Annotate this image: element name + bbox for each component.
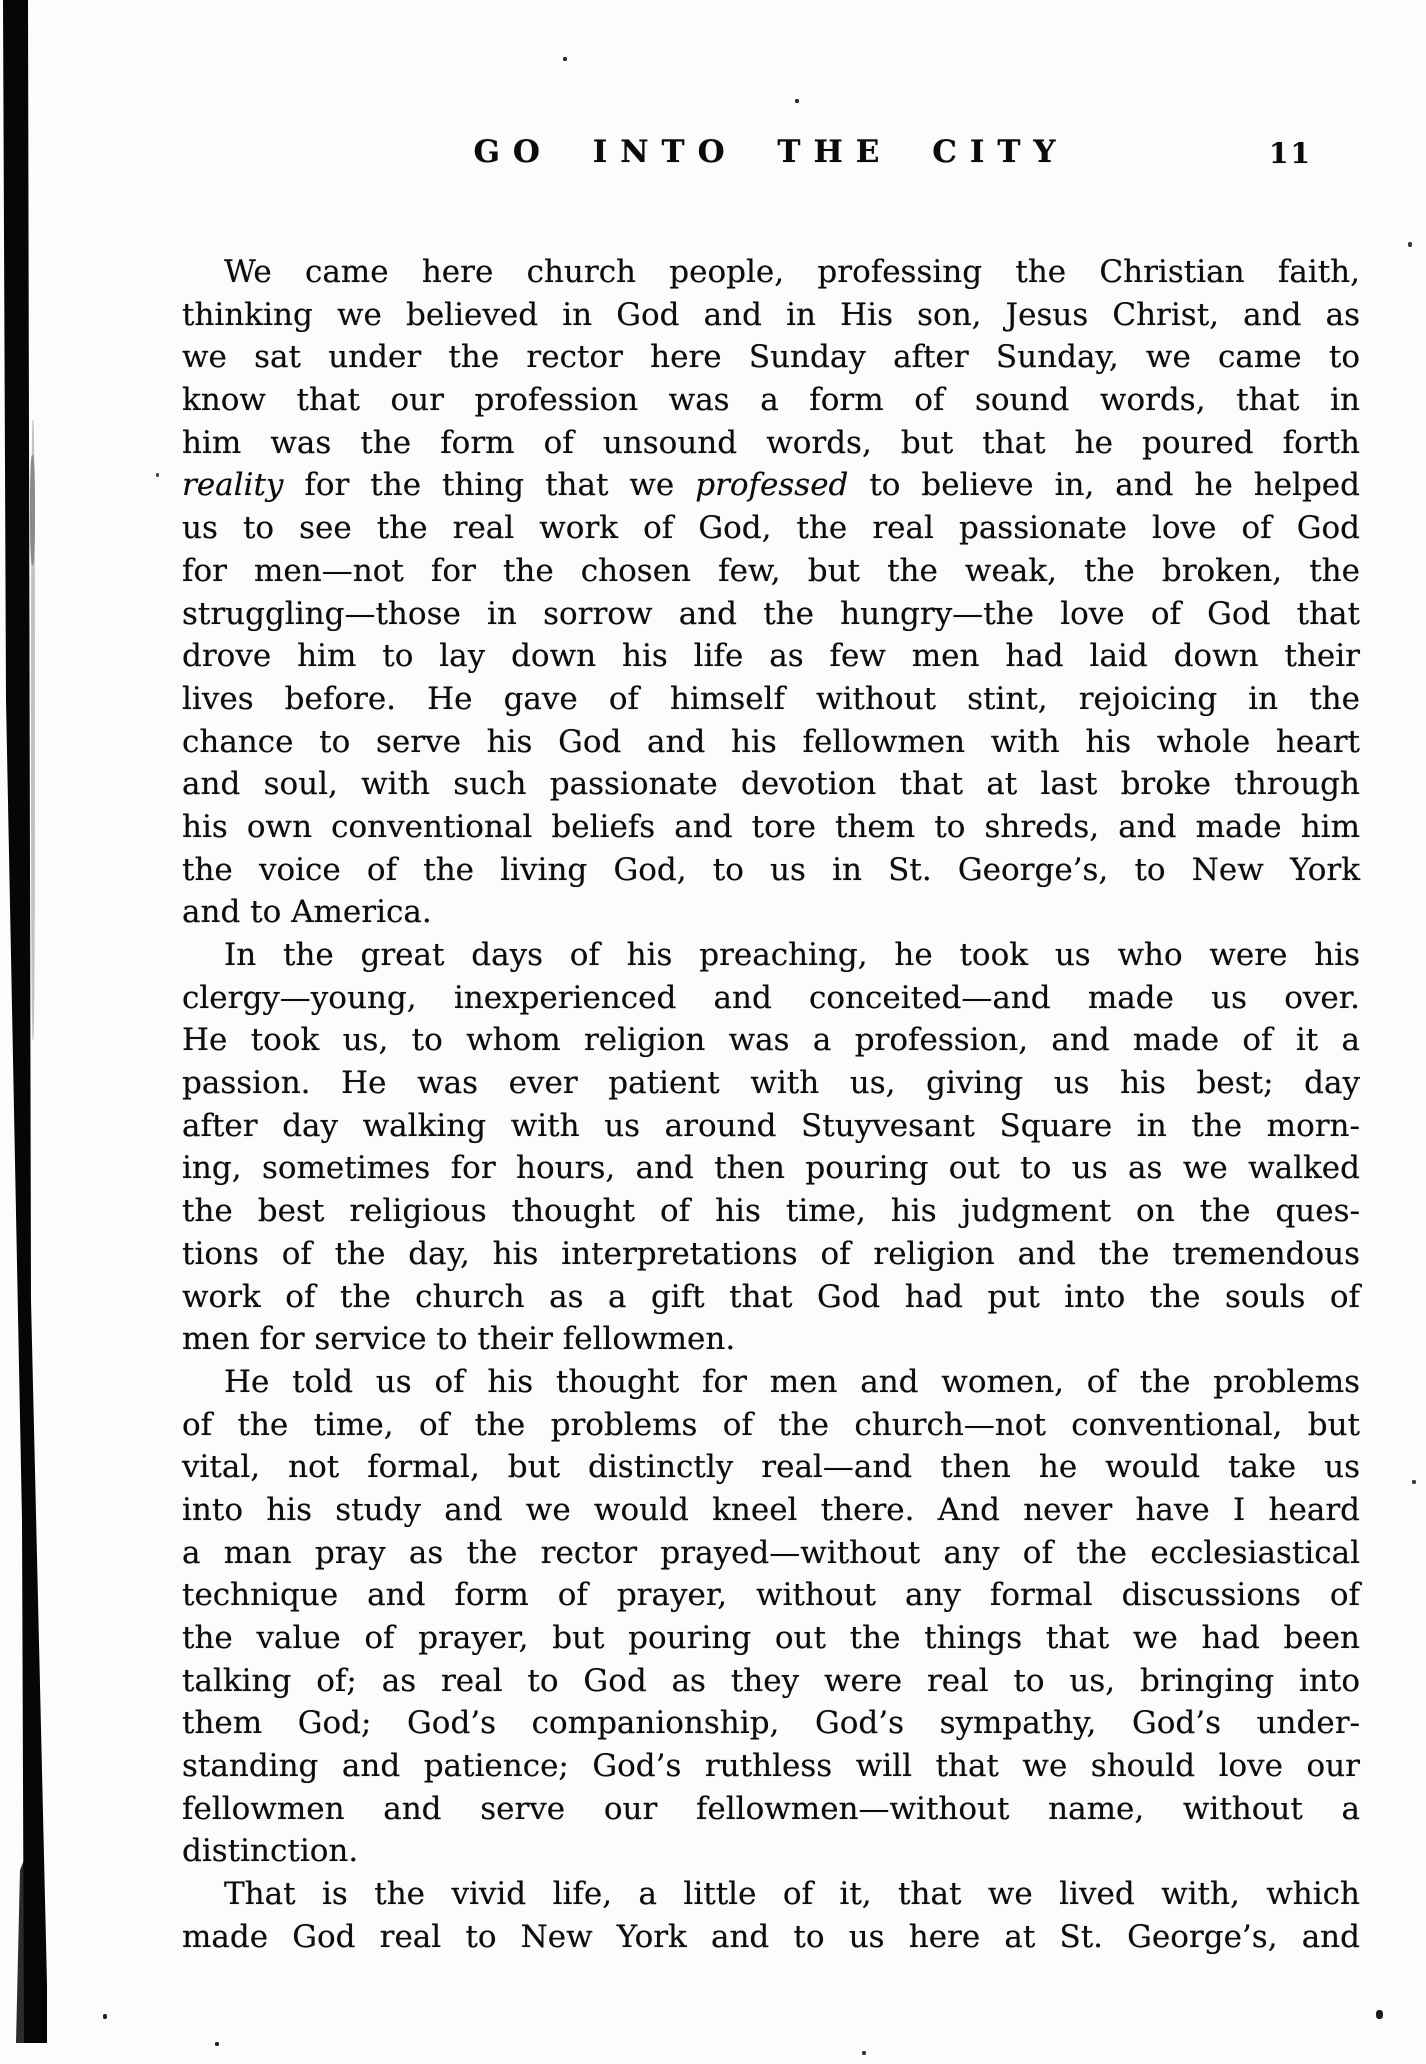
text-line	[182, 1105, 1360, 1148]
text-run: passion. He was ever patient with us, giving us his best; day	[182, 1065, 1360, 1102]
gutter-bar-shape	[0, 0, 60, 2060]
scan-speck	[862, 2051, 866, 2055]
text-line	[182, 678, 1360, 721]
paragraph	[182, 934, 1360, 1361]
text-run: talking of; as real to God as they were real to us, bringing into	[182, 1662, 1360, 1699]
text-run: we sat under the rector here Sunday after Sunday, we came to	[182, 339, 1360, 376]
text-line	[182, 1532, 1360, 1575]
text-line	[182, 1190, 1360, 1233]
text-run: men for service to their fellowmen.	[182, 1321, 736, 1358]
text-line	[182, 1062, 1360, 1105]
text-run: struggling—those in sorrow and the hungry—the love of God that	[182, 595, 1360, 632]
running-title: GO INTO THE CITY	[473, 134, 1069, 170]
scan-speck	[156, 473, 159, 477]
text-run: drove him to lay down his life as few men had laid down their	[182, 638, 1360, 675]
text-run: the best religious thought of his time, his judgment on the ques-	[182, 1193, 1360, 1230]
text-run: of the time, of the problems of the church—not conventional, but	[182, 1406, 1360, 1443]
text-run: a man pray as the rector prayed—without any of the ecclesiastical	[182, 1534, 1360, 1571]
text-line	[182, 464, 1360, 507]
text-line	[182, 593, 1360, 636]
text-run: ing, sometimes for hours, and then pouring out to us as we walked	[182, 1150, 1360, 1187]
text-run: We came here church people, professing the Christian faith,	[224, 254, 1360, 290]
text-run: after day walking with us around Stuyvesant Square in the morn-	[182, 1107, 1360, 1144]
text-line	[182, 1873, 1360, 1916]
text-run: and to America.	[182, 894, 432, 931]
italic-text-run: reality	[182, 467, 284, 504]
text-line	[182, 1702, 1360, 1745]
text-run: into his study and we would kneel there. And never have I heard	[182, 1491, 1360, 1528]
paragraph	[182, 1873, 1360, 1958]
text-line	[182, 1318, 1360, 1361]
scan-speck	[215, 2042, 219, 2046]
text-run: vital, not formal, but distinctly real—and then he would take us	[182, 1449, 1360, 1486]
text-line	[182, 1233, 1360, 1276]
text-line	[182, 849, 1360, 892]
text-run: him was the form of unsound words, but that he poured forth	[182, 424, 1360, 461]
text-run: chance to serve his God and his fellowmen with his whole heart	[182, 723, 1360, 760]
text-line	[182, 379, 1360, 422]
text-run: thinking we believed in God and in His son, Jesus Christ, and as	[182, 296, 1360, 333]
scan-speck	[1412, 1480, 1416, 1484]
text-line	[182, 336, 1360, 379]
text-line	[182, 1830, 1360, 1873]
text-line	[182, 1574, 1360, 1617]
text-run: made God real to New York and to us here at St. George’s, and	[182, 1918, 1360, 1955]
text-run: He told us of his thought for men and women, of the problems	[224, 1363, 1360, 1400]
text-line	[182, 1745, 1360, 1788]
text-run: the voice of the living God, to us in St. George’s, to New York	[182, 851, 1360, 888]
page-header	[182, 134, 1360, 180]
scan-gutter-bar	[0, 0, 60, 2060]
text-line	[182, 1617, 1360, 1660]
text-line	[182, 1446, 1360, 1489]
text-run: That is the vivid life, a little of it, that we lived with, which	[224, 1876, 1360, 1913]
text-line	[182, 1660, 1360, 1703]
text-line	[182, 763, 1360, 806]
text-run: to believe in, and he helped	[848, 467, 1360, 504]
scan-speck	[563, 57, 567, 61]
text-run: his own conventional beliefs and tore them to shreds, and made him	[182, 808, 1360, 845]
text-run: clergy—young, inexperienced and conceited—and made us over.	[182, 979, 1360, 1016]
text-line	[182, 1019, 1360, 1062]
text-run: the value of prayer, but pouring out the things that we had been	[182, 1620, 1360, 1656]
text-run: distinction.	[182, 1833, 359, 1870]
text-run: tions of the day, his interpretations of religion and the tremendous	[182, 1235, 1360, 1272]
text-line	[182, 1361, 1360, 1404]
text-line	[182, 1788, 1360, 1831]
text-run: for men—not for the chosen few, but the weak, the broken, the	[182, 552, 1360, 589]
text-run: us to see the real work of God, the real passionate love of God	[182, 510, 1360, 547]
text-run: them God; God’s companionship, God’s sympathy, God’s under-	[182, 1705, 1360, 1742]
text-line	[182, 1276, 1360, 1319]
text-run: and soul, with such passionate devotion that at last broke through	[182, 766, 1360, 803]
scan-speck	[103, 2014, 107, 2019]
text-run: for the thing that we	[283, 467, 696, 504]
text-line	[182, 934, 1360, 977]
text-line	[182, 294, 1360, 337]
text-line	[182, 977, 1360, 1020]
italic-text-run: professed	[695, 467, 849, 504]
text-run: lives before. He gave of himself without stint, rejoicing in the	[182, 680, 1360, 717]
text-line	[182, 1404, 1360, 1447]
text-line	[182, 635, 1360, 678]
scan-speck	[30, 455, 35, 565]
text-run: standing and patience; God’s ruthless will that we should love our	[182, 1748, 1360, 1785]
text-line	[182, 550, 1360, 593]
text-line	[182, 422, 1360, 465]
text-line	[182, 1489, 1360, 1532]
text-run: In the great days of his preaching, he took us who were his	[224, 937, 1360, 973]
body-text	[182, 251, 1360, 1959]
text-line	[182, 806, 1360, 849]
scan-speck	[1376, 2010, 1383, 2019]
text-run: know that our profession was a form of sound words, that in	[182, 382, 1360, 419]
scan-speck	[795, 99, 799, 103]
text-line	[182, 891, 1360, 934]
scan-speck	[1408, 242, 1412, 247]
text-line	[182, 507, 1360, 550]
text-line	[182, 1147, 1360, 1190]
text-run: He took us, to whom religion was a profession, and made of it a	[182, 1022, 1360, 1059]
paragraph	[182, 1361, 1360, 1873]
page-number: 11	[1269, 137, 1312, 170]
text-line	[182, 721, 1360, 764]
text-line	[182, 1916, 1360, 1959]
paragraph	[182, 251, 1360, 934]
text-run: fellowmen and serve our fellowmen—without name, without a	[182, 1790, 1360, 1827]
text-run: technique and form of prayer, without any formal discussions of	[182, 1577, 1360, 1614]
text-run: work of the church as a gift that God had put into the souls of	[182, 1278, 1360, 1315]
text-line	[182, 251, 1360, 294]
